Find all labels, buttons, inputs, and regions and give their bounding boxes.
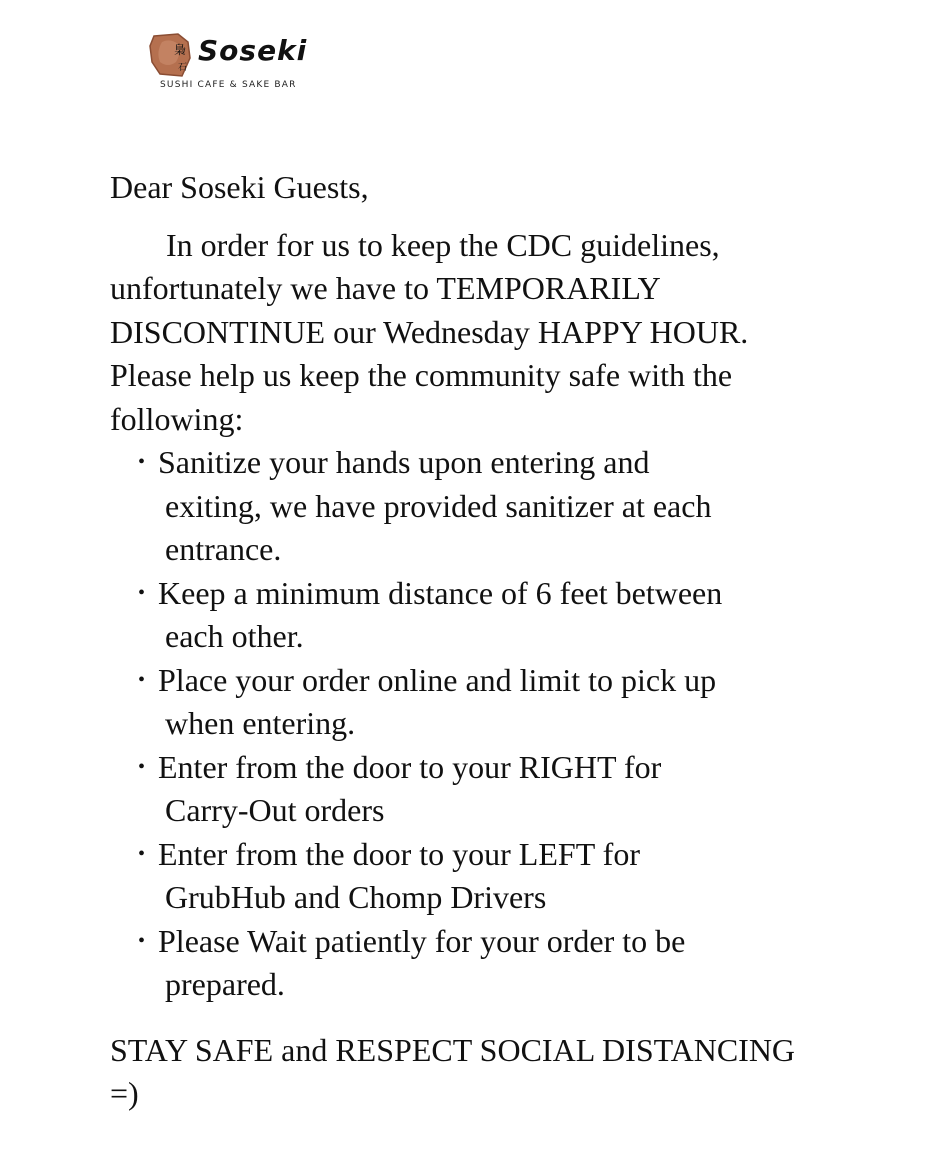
guideline-item (110, 659, 830, 746)
guideline-item (110, 441, 830, 572)
svg-text:梟: 梟 (174, 43, 187, 57)
letter-greeting: Dear Soseki Guests, (110, 169, 369, 205)
restaurant-logo (148, 30, 318, 94)
bullet-dot-icon: • (138, 842, 146, 865)
guideline-text-continued: GrubHub and Chomp Drivers (165, 879, 547, 915)
guideline-text: Keep a minimum distance of 6 feet between (158, 574, 723, 611)
bullet-dot-icon: • (138, 929, 146, 952)
logo-tagline: SUSHI CAFE & SAKE BAR (160, 80, 297, 90)
guideline-text: Please Wait patiently for your order to be (158, 922, 686, 959)
guideline-text: Enter from the door to your RIGHT for (158, 748, 662, 785)
guideline-item (110, 920, 830, 1007)
guideline-text-continued: each other. (165, 618, 304, 654)
guideline-item (110, 833, 830, 920)
guideline-list (110, 441, 830, 1007)
notice-letter (110, 166, 830, 1116)
guideline-text-continued: exiting, we have provided sanitizer at each (165, 487, 712, 524)
svg-text:石: 石 (178, 63, 188, 73)
guideline-text: Place your order online and limit to pick up (158, 661, 717, 698)
logo-wordmark: Soseki (198, 34, 308, 67)
guideline-item (110, 572, 830, 659)
letter-intro: In order for us to keep the CDC guidelines, unfortunately we have to TEMPORARILY DISCONTINUE our Wednesday HAPPY HOUR. Please help us keep the community safe with the following: (110, 226, 749, 437)
bullet-dot-icon: • (138, 581, 146, 604)
guideline-text-continued: entrance. (165, 531, 282, 567)
guideline-text-continued: Carry-Out orders (165, 792, 385, 828)
guideline-item (110, 746, 830, 833)
bullet-dot-icon: • (138, 668, 146, 691)
bullet-dot-icon: • (138, 451, 146, 473)
guideline-text: Enter from the door to your LEFT for (158, 835, 640, 872)
guideline-text-continued: prepared. (165, 966, 285, 1002)
guideline-text-continued: when entering. (165, 705, 356, 741)
letter-closing: STAY SAFE and RESPECT SOCIAL DISTANCING =) (110, 1031, 796, 1111)
bullet-dot-icon: • (138, 755, 146, 778)
guideline-text: Sanitize your hands upon entering and (158, 444, 650, 480)
soseki-logo-mark-icon (148, 32, 198, 78)
